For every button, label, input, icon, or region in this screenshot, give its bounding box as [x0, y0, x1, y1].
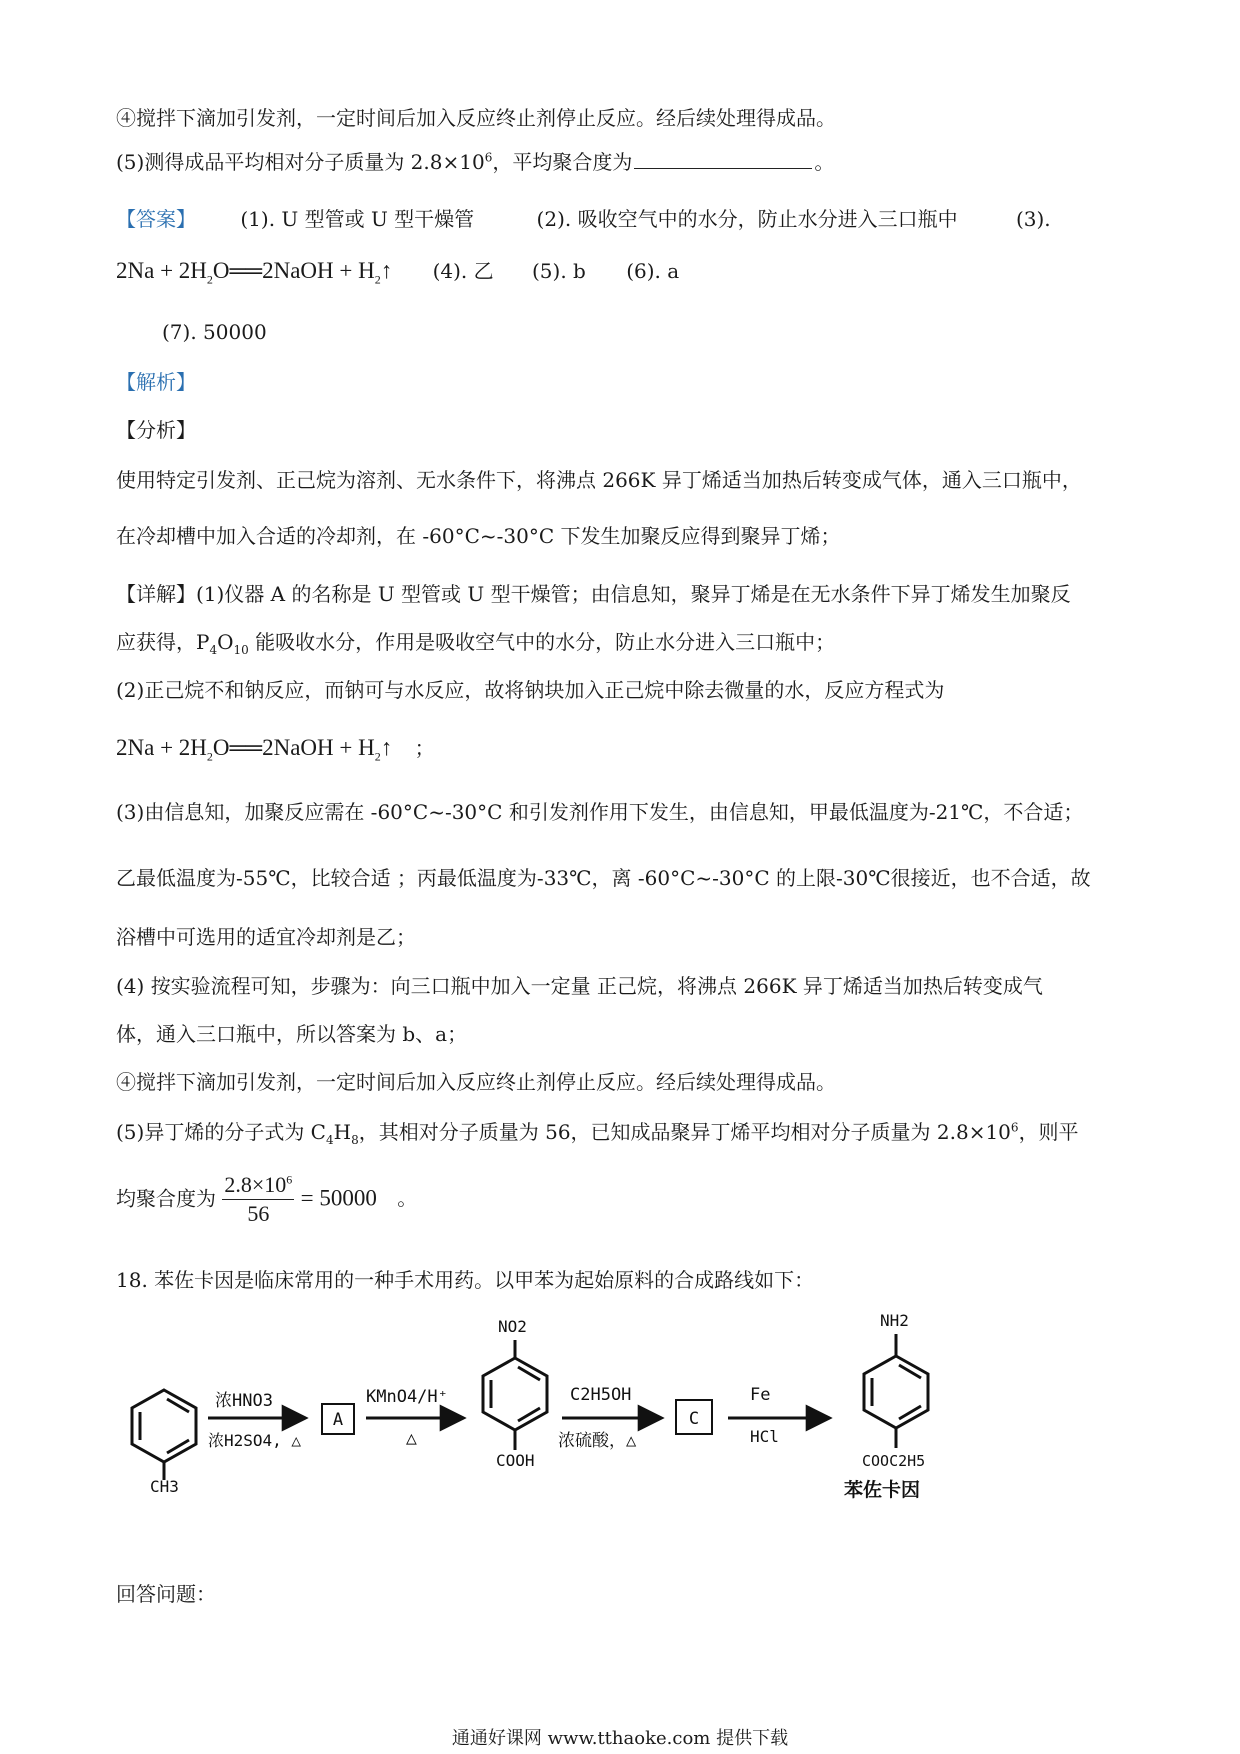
equation-sub-1: 2: [206, 272, 213, 287]
step4-text: ④搅拌下滴加引发剂，一定时间后加入反应终止剂停止反应。经后续处理得成品。: [116, 106, 836, 130]
fraction-denominator: 56: [247, 1201, 270, 1227]
answer-5: (5). b: [532, 259, 586, 283]
detail-11-sub-1: 4: [326, 1133, 334, 1147]
box-a-label: A: [332, 1410, 344, 1430]
q5-sup: 6: [484, 150, 493, 165]
analysis-p1: 使用特定引发剂、正己烷为溶剂、无水条件下，将沸点 266K 异丁烯适当加热后转变成气体，通入三口瓶中，: [116, 468, 1082, 492]
step1-reagent-top: 浓HNO3: [215, 1391, 273, 1411]
amino-label: NH2: [880, 1311, 909, 1330]
fenxi-tag: 【分析】: [116, 418, 196, 442]
toluene-ring: [132, 1390, 196, 1480]
detail-2: [116, 630, 835, 657]
detail-2-sub-2: 10: [233, 643, 249, 657]
question-18-stem: 18. 苯佐卡因是临床常用的一种手术用药。以甲苯为起始原料的合成路线如下：: [116, 1268, 815, 1292]
detail-12-end: 。: [397, 1186, 418, 1211]
ester-label: COOC2H5: [862, 1452, 926, 1470]
detail-4: [116, 734, 435, 764]
gas-arrow: ↑: [380, 735, 393, 760]
answer-1: (1). U 型管或 U 型干燥管: [240, 207, 475, 231]
equation-left: 2Na + 2H: [116, 258, 207, 283]
detail-10: ④搅拌下滴加引发剂，一定时间后加入反应终止剂停止反应。经后续处理得成品。: [116, 1070, 836, 1094]
question-5: [116, 150, 834, 174]
detail-12: [116, 1172, 417, 1228]
step2-reagent-top: KMnO4/H⁺: [366, 1387, 448, 1407]
equation-sub-1: 2: [206, 749, 213, 764]
detail-1: 【详解】(1)仪器 A 的名称是 U 型管或 U 型干燥管；由信息知，聚异丁烯是在无水条件下异丁烯发生加聚反: [116, 582, 1071, 606]
equation-mid: O══2NaOH + H: [212, 258, 375, 283]
detail-11-sub-2: 8: [351, 1133, 359, 1147]
carboxyl-label: COOH: [496, 1451, 535, 1470]
analysis-p2: 在冷却槽中加入合适的冷却剂，在 -60°C~-30°C 下发生加聚反应得到聚异丁烯；: [116, 524, 841, 548]
nitro-label: NO2: [498, 1317, 527, 1336]
answer-tag: 【答案】: [116, 207, 196, 231]
equation-sub-2: 2: [374, 272, 381, 287]
footer: 通通好课网 www.tthaoke.com 提供下载: [451, 1728, 789, 1749]
answer-prompt: 回答问题：: [116, 1582, 216, 1606]
q5-end: 。: [814, 150, 835, 174]
detail-2-b: O: [217, 630, 234, 654]
detail-11-d: ，则平: [1018, 1120, 1079, 1144]
detail-11-sup: 6: [1010, 1120, 1019, 1135]
step1-reagent-bottom: 浓H2SO4, △: [208, 1431, 302, 1450]
detail-11-b: H: [333, 1120, 352, 1144]
answer-line-1: [116, 207, 1051, 231]
step4-reagent-bottom: HCl: [750, 1427, 779, 1446]
equation-sub-2: 2: [374, 749, 381, 764]
step2-reagent-bottom: △: [406, 1428, 417, 1449]
methyl-label: CH3: [150, 1477, 179, 1496]
equation-left: 2Na + 2H: [116, 735, 207, 760]
equation-repeat: [116, 735, 393, 764]
detail-9: 体，通入三口瓶中，所以答案为 b、a；: [116, 1022, 468, 1046]
step4-reagent-top: Fe: [750, 1385, 771, 1405]
answer-7: (7). 50000: [162, 320, 267, 344]
detail-12-a: 均聚合度为: [116, 1186, 216, 1211]
product-name: 苯佐卡因: [844, 1479, 921, 1501]
step3-reagent-bottom: 浓硫酸，△: [558, 1431, 637, 1451]
box-c-label: C: [688, 1409, 700, 1429]
numerator-text: 2.8×10: [224, 1172, 287, 1197]
fraction-result: = 50000: [300, 1185, 377, 1211]
detail-2-c: 能吸收水分，作用是吸收空气中的水分，防止水分进入三口瓶中；: [248, 630, 836, 654]
answer-blank: [634, 150, 812, 169]
answer-2: (2). 吸收空气中的水分，防止水分进入三口瓶中: [536, 207, 958, 231]
q5-text-b: ，平均聚合度为: [492, 150, 633, 174]
answer-6: (6). a: [626, 259, 680, 283]
answer-4: (4). 乙: [432, 259, 494, 283]
detail-4-end: ；: [414, 736, 435, 760]
detail-11: [116, 1120, 1079, 1147]
fraction-numerator: [222, 1172, 294, 1200]
step3-reagent-top: C2H5OH: [570, 1385, 632, 1405]
detail-2-a: 应获得，P: [116, 630, 210, 654]
gas-arrow: ↑: [380, 258, 393, 283]
equation: [116, 258, 393, 287]
detail-7: 浴槽中可选用的适宜冷却剂是乙；: [116, 925, 416, 949]
detail-3: (2)正己烷不和钠反应，而钠可与水反应，故将钠块加入正己烷中除去微量的水，反应方程式为: [116, 678, 945, 702]
q5-text-a: (5)测得成品平均相对分子质量为 2.8×10: [116, 150, 485, 174]
nitrobenzoic-acid-ring: [483, 1340, 547, 1450]
analysis-tag: 【解析】: [116, 370, 196, 394]
detail-11-a: (5)异丁烯的分子式为 C: [116, 1120, 326, 1144]
detail-11-c: ，其相对分子质量为 56，已知成品聚异丁烯平均相对分子质量为 2.8×10: [358, 1120, 1011, 1144]
detail-5: (3)由信息知，加聚反应需在 -60°C~-30°C 和引发剂作用下发生，由信息知，甲最低温度为-21℃，不合适；: [116, 800, 1084, 824]
numerator-sup: 6: [286, 1172, 293, 1187]
detail-2-sub-1: 4: [209, 643, 218, 657]
equation-mid: O══2NaOH + H: [212, 735, 375, 760]
degree-fraction: [222, 1172, 294, 1228]
detail-8: (4) 按实验流程可知，步骤为：向三口瓶中加入一定量 正己烷，将沸点 266K 异丁烯适当加热后转变成气: [116, 974, 1043, 998]
detail-6: 乙最低温度为-55℃，比较合适 ；丙最低温度为-33℃，离 -60°C~-30°C 的上限-30℃很接近，也不合适，故: [116, 866, 1091, 890]
benzocaine-ring: [864, 1334, 928, 1448]
answer-line-2: [116, 257, 679, 287]
answer-3-label: (3).: [1015, 207, 1051, 231]
synthesis-scheme: [110, 1310, 970, 1540]
